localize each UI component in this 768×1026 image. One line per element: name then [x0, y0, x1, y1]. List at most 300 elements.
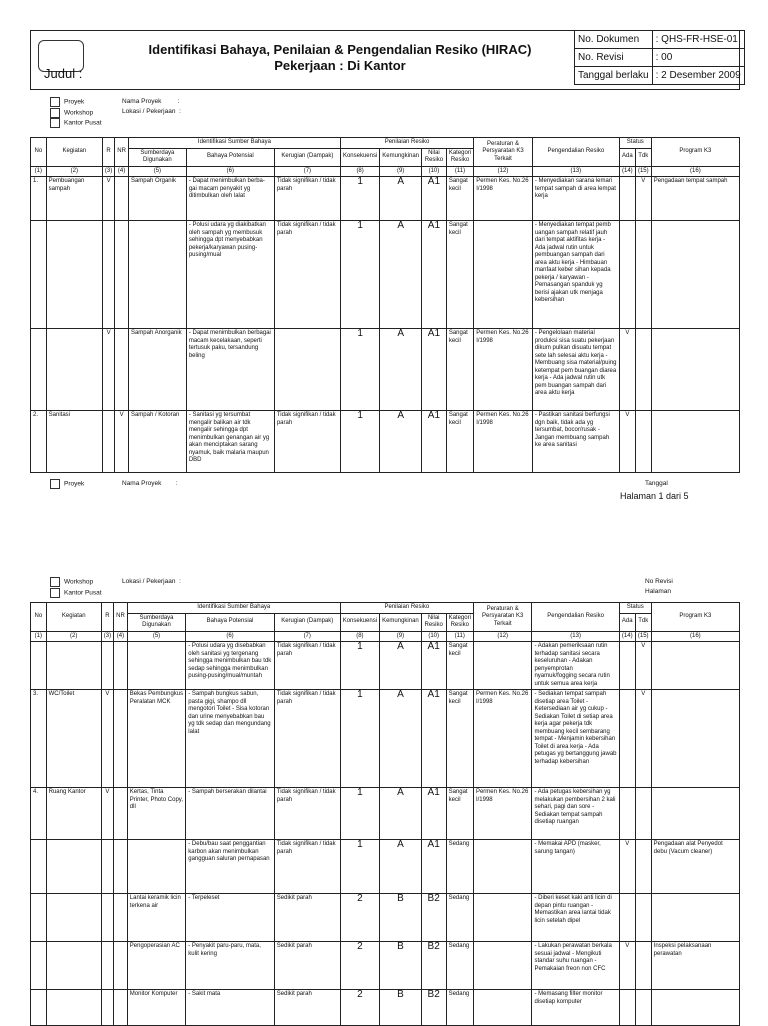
col-number: (12): [474, 166, 533, 177]
cell-konsekuensi: 1: [340, 642, 379, 690]
cell-sumberdaya: Sampah Anorganik: [128, 329, 186, 411]
cell-tdk: [635, 990, 651, 1026]
cell-kategori: Sangat kecil: [446, 221, 473, 329]
cell-kerugian: Tidak signifikan / tidak parah: [274, 642, 340, 690]
cell-nr: [114, 690, 128, 788]
cell-bahaya: - Sakit mata: [186, 990, 275, 1026]
cell-tdk: V: [635, 690, 651, 788]
cell-kegiatan: [46, 942, 101, 990]
cell-kategori: Sedang: [446, 894, 473, 942]
option-workshop[interactable]: [50, 577, 102, 588]
col-number: (1): [31, 166, 47, 177]
hirac-table-page-2: [30, 602, 740, 1026]
option-kantor[interactable]: [50, 118, 102, 129]
cell-kategori: Sangat kecil: [446, 411, 473, 473]
table-row: [31, 788, 740, 840]
col-number: (8): [340, 631, 379, 642]
cell-r: [101, 840, 113, 894]
document-meta: [574, 30, 745, 85]
cell-nilai: A1: [421, 788, 446, 840]
cell-sumberdaya: Kertas, Tinta Printer, Photo Copy, dll: [127, 788, 185, 840]
cell-nr: [114, 840, 128, 894]
cell-nr: [114, 788, 128, 840]
option-label: Kantor Pusat: [64, 589, 102, 597]
cell-bahaya: - Polusi udara yg disebabkan oleh sanitasi yg tergenang sehingga menimbulkan bau tdk sedap sehingga menimbulkan pusing-pusing/mual/muntah: [186, 642, 275, 690]
col-number: (2): [46, 631, 101, 642]
col-program: Program K3: [651, 138, 739, 167]
col-number: (13): [532, 166, 619, 177]
checkbox-workshop[interactable]: [50, 108, 60, 118]
cell-no: [31, 840, 47, 894]
cell-sumberdaya: [127, 642, 185, 690]
cell-program: Inspeksi pelaksanaan perawatan: [651, 942, 739, 990]
location-options-page-2: [50, 577, 102, 598]
option-kantor[interactable]: [50, 588, 102, 599]
cell-sumberdaya: Sampah / Kotoran: [128, 411, 186, 473]
cell-pengendalian: - Menyediakan sarana lemari tempat sampah di area lempat kerja: [532, 177, 619, 221]
cell-tdk: V: [635, 642, 651, 690]
cell-sumberdaya: Lantai keramik licin terkena air: [127, 894, 185, 942]
lokasi-field-page-2: [122, 577, 181, 587]
cell-tdk: [635, 942, 651, 990]
cell-bahaya: - Dapat menimbulkan berba-gai macam penyakit yg ditimbulkan oleh lalat: [186, 177, 274, 221]
group-sumber-bahaya: Identifikasi Sumber Bahaya: [127, 603, 340, 614]
cell-program: [651, 642, 739, 690]
col-no: No: [31, 138, 47, 167]
col-number: (7): [274, 631, 340, 642]
col-number: (15): [635, 631, 651, 642]
cell-ada: [619, 177, 635, 221]
halaman-label: Halaman: [645, 588, 672, 595]
cell-program: [651, 894, 739, 942]
cell-ada: V: [619, 840, 635, 894]
col-number: (5): [128, 166, 186, 177]
col-kegiatan: Kegiatan: [46, 603, 101, 632]
cell-konsekuensi: 2: [340, 894, 379, 942]
cell-peraturan: Permen Kes. No.26 I/1998: [473, 690, 532, 788]
col-sumberdaya: Sumberdaya Digunakan: [128, 148, 186, 166]
cell-bahaya: - Polusi udara yg diakibatkan oleh sampah yg membusuk sehingga dpt menyebabkan pekerja/karyawan pusing-pusing/mual: [186, 221, 274, 329]
cell-kategori: Sangat kecil: [446, 329, 473, 411]
cell-kemungkinan: A: [380, 690, 422, 788]
cell-r: V: [102, 177, 114, 221]
table-row: [31, 642, 740, 690]
cell-no: 4.: [31, 788, 47, 840]
col-number: (16): [651, 166, 739, 177]
cell-kerugian: Tidak signifikan / tidak parah: [274, 177, 340, 221]
table-row: [31, 329, 740, 411]
cell-sumberdaya: [128, 221, 186, 329]
cell-kategori: Sangat kecil: [446, 177, 473, 221]
meta-label: Tanggal berlaku: [575, 67, 653, 85]
cell-kategori: Sedang: [446, 942, 473, 990]
cell-program: Pengadaan alat Penyedot debu (Vacum cleaner): [651, 840, 739, 894]
col-number: (9): [380, 166, 422, 177]
cell-kegiatan: [46, 990, 101, 1026]
cell-kegiatan: Ruang Kantor: [46, 788, 101, 840]
cell-nr: [115, 177, 129, 221]
nama-proyek-label: Nama Proyek: [122, 480, 162, 487]
cell-program: [651, 690, 739, 788]
col-nr: NR: [115, 138, 129, 167]
cell-nr: [114, 894, 128, 942]
cell-pengendalian: - Lakukan perawatan berkala sesuai jadwal - Mengikuti standar suhu ruangan - Pemakaian freon non CFC: [532, 942, 619, 990]
cell-r: [102, 411, 114, 473]
cell-r: V: [101, 788, 113, 840]
cell-no: [31, 990, 47, 1026]
col-number: (9): [380, 631, 422, 642]
title-line-1: Identifikasi Bahaya, Penilaian & Pengendalian Resiko (HIRAC): [148, 42, 532, 57]
col-ada: Ada: [619, 148, 635, 166]
col-number: (12): [473, 631, 532, 642]
col-number: (4): [115, 166, 129, 177]
footer-options: [50, 479, 84, 490]
col-no: No: [31, 603, 47, 632]
cell-tdk: [635, 894, 651, 942]
cell-kerugian: Tidak signifikan / tidak parah: [274, 840, 340, 894]
footer-tanggal: Tanggal: [645, 480, 668, 487]
meta-value: : 00: [652, 49, 744, 67]
col-kemungkinan: Kemungkinan: [380, 613, 422, 631]
col-peraturan: Peraturan & Persyaratan K3 Terkait: [473, 603, 532, 632]
page-number: Halaman 1 dari 5: [620, 491, 689, 501]
cell-no: [31, 942, 47, 990]
cell-kegiatan: [46, 329, 102, 411]
cell-nr: [114, 642, 128, 690]
cell-tdk: [635, 788, 651, 840]
cell-kemungkinan: A: [380, 411, 422, 473]
checkbox-workshop[interactable]: [50, 577, 60, 587]
cell-no: 1.: [31, 177, 47, 221]
table-row: [31, 177, 740, 221]
col-number: (3): [101, 631, 113, 642]
group-status: Status: [619, 603, 651, 614]
cell-konsekuensi: 1: [340, 329, 379, 411]
cell-ada: [619, 990, 635, 1026]
col-konsekuensi: Konsekuensi: [340, 148, 379, 166]
col-ada: Ada: [619, 613, 635, 631]
cell-kegiatan: Pembuangan sampah: [46, 177, 102, 221]
col-pengendalian: Pengendalian Resiko: [532, 138, 619, 167]
nama-proyek-label: Nama Proyek: [122, 98, 162, 105]
cell-peraturan: [473, 894, 532, 942]
cell-no: [31, 642, 47, 690]
meta-label: No. Revisi: [575, 49, 653, 67]
cell-tdk: [635, 221, 651, 329]
col-pengendalian: Pengendalian Resiko: [532, 603, 619, 632]
cell-r: [102, 221, 114, 329]
colon: :: [179, 108, 181, 115]
cell-sumberdaya: Bekas Pembungkus Peralatan MCK: [127, 690, 185, 788]
cell-pengendalian: - Menyediakan tempat pemb uangan sampah relatif jauh dari tempat aktifitas kerja - Ada jadwal rutin untuk pembuangan sampah dari area aktu kerja - Himbauan manfaat keber sihan kepada pekerja / karyawan - Pemasangan spanduk yg berisi ajakan utk menjaga kebersihan: [532, 221, 619, 329]
cell-peraturan: [473, 990, 532, 1026]
hirac-table-page-1: [30, 137, 740, 473]
cell-kategori: Sedang: [446, 990, 473, 1026]
cell-kemungkinan: A: [380, 840, 422, 894]
col-number: (13): [532, 631, 619, 642]
no-revisi-label: No Revisi: [645, 578, 673, 585]
col-number: (15): [635, 166, 651, 177]
cell-kemungkinan: A: [380, 177, 422, 221]
col-number: (3): [102, 166, 114, 177]
group-penilaian-resiko: Penilaian Resiko: [340, 138, 473, 149]
group-penilaian-resiko: Penilaian Resiko: [340, 603, 473, 614]
col-program: Program K3: [651, 603, 739, 632]
cell-peraturan: [473, 942, 532, 990]
cell-kegiatan: [46, 894, 101, 942]
cell-kegiatan: [46, 642, 101, 690]
cell-peraturan: Permen Kes. No.26 I/1998: [474, 177, 533, 221]
cell-nr: [114, 942, 128, 990]
cell-r: V: [102, 329, 114, 411]
cell-kerugian: Sedikit parah: [274, 990, 340, 1026]
option-label: Proyek: [64, 98, 85, 106]
table-row: [31, 942, 740, 990]
cell-pengendalian: - Ada petugas kebersihan yg melakukan pembersihan 2 kali sehari, pagi dan sore - Sediakan tempat sampah disetiap ruangan: [532, 788, 619, 840]
col-kemungkinan: Kemungkinan: [380, 148, 422, 166]
cell-no: 3.: [31, 690, 47, 788]
cell-nilai: B2: [421, 894, 446, 942]
cell-kemungkinan: A: [380, 221, 422, 329]
cell-r: [101, 942, 113, 990]
cell-ada: V: [619, 411, 635, 473]
cell-r: [101, 990, 113, 1026]
cell-peraturan: Permen Kes. No.26 I/1998: [473, 788, 532, 840]
cell-pengendalian: - Pastikan sanitasi berfungsi dgn baik, tidak ada yg tersumbat, bocor/rusak - Jangan membuang sampah ke area sanitasi: [532, 411, 619, 473]
cell-konsekuensi: 1: [340, 690, 379, 788]
cell-kerugian: Tidak signifikan / tidak parah: [274, 690, 340, 788]
cell-sumberdaya: [127, 840, 185, 894]
location-options: [50, 97, 102, 129]
option-label: Kantor Pusat: [64, 120, 102, 128]
col-peraturan: Peraturan & Persyaratan K3 Terkait: [474, 138, 533, 167]
cell-ada: V: [619, 942, 635, 990]
cell-program: [651, 221, 739, 329]
cell-nr: [115, 221, 129, 329]
cell-kegiatan: WC/Toilet: [46, 690, 101, 788]
group-sumber-bahaya: Identifikasi Sumber Bahaya: [128, 138, 340, 149]
cell-peraturan: Permen Kes. No.26 I/1998: [474, 329, 533, 411]
col-number: (10): [421, 631, 446, 642]
cell-pengendalian: - Adakan pemeriksaan rutin terhadap sanitasi secara keseluruhan - Adakan penyemprotan nyamuk/fogging secara rutin untuk semua area kerja: [532, 642, 619, 690]
cell-program: [651, 411, 739, 473]
cell-bahaya: - Penyakit paru-paru, mata, kulit kering: [186, 942, 275, 990]
cell-pengendalian: - Sediakan tempat sampah disetiap area Toilet - Ketersediaan air yg cukup - Sediakan Toilet di setiap area kerja agar pekerja tdk membuang kecil sembarang tempat - Menjamin kebersihan Toilet di area kerja - Ada petugas yg bertanggung jawab terhadap kebersihan: [532, 690, 619, 788]
cell-nilai: A1: [421, 642, 446, 690]
col-number: (14): [619, 166, 635, 177]
cell-tdk: V: [635, 177, 651, 221]
meta-value: : 2 Desember 2009: [652, 67, 744, 85]
title-line-2: Pekerjaan : Di Kantor: [274, 58, 406, 73]
cell-kemungkinan: B: [380, 942, 422, 990]
cell-nilai: A1: [422, 221, 447, 329]
cell-program: [651, 990, 739, 1026]
option-label: Proyek: [64, 480, 85, 488]
lokasi-label: Lokasi / Pekerjaan: [122, 108, 176, 115]
cell-nr: V: [115, 411, 129, 473]
col-number: (1): [31, 631, 47, 642]
col-nr: NR: [114, 603, 128, 632]
table-row: [31, 690, 740, 788]
col-number: (7): [274, 166, 340, 177]
col-number: (4): [114, 631, 128, 642]
cell-kerugian: Tidak signifikan / tidak parah: [274, 221, 340, 329]
cell-kategori: Sangat kecil: [446, 788, 473, 840]
cell-program: Pengadaan tempat sampah: [651, 177, 739, 221]
cell-bahaya: - Sanitasi yg tersumbat mengalir balikan air tdk mengalir sehingga dpt menimbulkan genangan air yg akan menciptakan sarang nyamuk, baik malaria maupun DBD: [186, 411, 274, 473]
footer-nama-proyek: [122, 479, 178, 489]
cell-tdk: [635, 840, 651, 894]
cell-konsekuensi: 1: [340, 840, 379, 894]
checkbox-proyek[interactable]: [50, 97, 60, 107]
col-number: (8): [340, 166, 379, 177]
cell-kemungkinan: A: [380, 788, 422, 840]
cell-bahaya: - Terpeleset: [186, 894, 275, 942]
cell-kategori: Sangat kecil: [446, 642, 473, 690]
table-row: [31, 990, 740, 1026]
project-fields: [122, 97, 181, 117]
col-tdk: Tdk: [635, 148, 651, 166]
col-number: (6): [186, 631, 275, 642]
cell-sumberdaya: Pengoperasian AC: [127, 942, 185, 990]
cell-peraturan: [474, 221, 533, 329]
option-label: Workshop: [64, 578, 94, 586]
checkbox-kantor[interactable]: [50, 118, 60, 128]
meta-value: : QHS-FR-HSE-01: [652, 31, 744, 49]
cell-kemungkinan: A: [380, 642, 422, 690]
cell-konsekuensi: 2: [340, 990, 379, 1026]
col-bahaya: Bahaya Potensial: [186, 148, 274, 166]
option-workshop[interactable]: [50, 108, 102, 119]
lokasi-label: Lokasi / Pekerjaan: [122, 578, 176, 585]
cell-no: 2.: [31, 411, 47, 473]
cell-nilai: B2: [421, 990, 446, 1026]
cell-no: [31, 329, 47, 411]
col-number: (14): [619, 631, 635, 642]
cell-bahaya: - Debu/bau saat penggantian karbon akan menimbulkan gangguan saluran pernapasan: [186, 840, 275, 894]
col-r: R: [102, 138, 114, 167]
cell-kegiatan: [46, 840, 101, 894]
revision-fields: [645, 577, 673, 597]
option-proyek[interactable]: [50, 97, 102, 108]
option-label: Workshop: [64, 109, 94, 117]
cell-sumberdaya: Sampah Organik: [128, 177, 186, 221]
cell-peraturan: Permen Kes. No.26 I/1998: [474, 411, 533, 473]
col-number: (5): [127, 631, 185, 642]
cell-bahaya: - Dapat menimbulkan berbagai macam kecelakaan, seperti tertusuk paku, tersandung beling: [186, 329, 274, 411]
cell-kerugian: Sedikit parah: [274, 894, 340, 942]
checkbox-kantor[interactable]: [50, 588, 60, 598]
cell-kerugian: [274, 329, 340, 411]
col-kerugian: Kerugian (Dampak): [274, 613, 340, 631]
cell-konsekuensi: 1: [340, 177, 379, 221]
cell-kegiatan: [46, 221, 102, 329]
col-konsekuensi: Konsekuensi: [340, 613, 379, 631]
cell-nilai: B2: [421, 942, 446, 990]
cell-nilai: A1: [422, 329, 447, 411]
cell-pengendalian: - Diberi keset kaki anti licin di depan pintu ruangan - Memastikan area lantai tidak licin setelah dipel: [532, 894, 619, 942]
colon: :: [175, 480, 178, 487]
col-number: (16): [651, 631, 739, 642]
col-nilai: Nilai Resiko: [422, 148, 447, 166]
group-status: Status: [619, 138, 651, 149]
cell-tdk: [635, 329, 651, 411]
cell-kemungkinan: B: [380, 894, 422, 942]
cell-kerugian: Tidak signifikan / tidak parah: [274, 788, 340, 840]
col-number: (6): [186, 166, 274, 177]
col-kategori: Kategori Resiko: [446, 148, 473, 166]
cell-konsekuensi: 1: [340, 221, 379, 329]
cell-ada: [619, 788, 635, 840]
cell-nilai: A1: [422, 411, 447, 473]
cell-kemungkinan: A: [380, 329, 422, 411]
cell-kategori: Sedang: [446, 840, 473, 894]
col-r: R: [101, 603, 113, 632]
cell-pengendalian: - Memakai APD (masker, sarung tangan): [532, 840, 619, 894]
cell-pengendalian: - Memasang filter monitor disetiap komputer: [532, 990, 619, 1026]
meta-label: No. Dokumen: [575, 31, 653, 49]
cell-r: V: [101, 690, 113, 788]
cell-kemungkinan: B: [380, 990, 422, 1026]
colon: :: [179, 578, 181, 585]
cell-nilai: A1: [421, 690, 446, 788]
col-number: (11): [446, 631, 473, 642]
cell-nilai: A1: [422, 177, 447, 221]
col-kerugian: Kerugian (Dampak): [274, 148, 340, 166]
cell-no: [31, 221, 47, 329]
cell-pengendalian: - Pengelolaan material produksi sisa suatu pekerjaan dikum pulkan disuatu tempat sete lah selesai aktu kerja - Membuang sisa material/puing ketempat pem buangan diarea kerja - Ada jadwal rutin utk pem buangan sampah dari area aktu kerja: [532, 329, 619, 411]
table-row: [31, 221, 740, 329]
col-number: (11): [446, 166, 473, 177]
cell-ada: V: [619, 329, 635, 411]
cell-tdk: [635, 411, 651, 473]
judul-label: Judul :: [44, 66, 83, 81]
cell-kegiatan: Sanitasi: [46, 411, 102, 473]
cell-nr: [114, 990, 128, 1026]
cell-kerugian: Tidak signifikan / tidak parah: [274, 411, 340, 473]
table-row: [31, 894, 740, 942]
cell-konsekuensi: 1: [340, 411, 379, 473]
col-kegiatan: Kegiatan: [46, 138, 102, 167]
cell-r: [101, 642, 113, 690]
document-title: [130, 42, 550, 74]
col-nilai: Nilai Resiko: [421, 613, 446, 631]
cell-peraturan: [473, 840, 532, 894]
table-row: [31, 840, 740, 894]
cell-bahaya: - Sampah berserakan dilantai: [186, 788, 275, 840]
cell-r: [101, 894, 113, 942]
cell-ada: [619, 690, 635, 788]
cell-konsekuensi: 1: [340, 788, 379, 840]
cell-kerugian: Sedikit parah: [274, 942, 340, 990]
cell-nr: [115, 329, 129, 411]
col-tdk: Tdk: [635, 613, 651, 631]
cell-ada: [619, 642, 635, 690]
col-number: (2): [46, 166, 102, 177]
cell-kategori: Sangat kecil: [446, 690, 473, 788]
col-sumberdaya: Sumberdaya Digunakan: [127, 613, 185, 631]
checkbox-proyek[interactable]: [50, 479, 60, 489]
cell-sumberdaya: Monitor Komputer: [127, 990, 185, 1026]
col-number: (10): [422, 166, 447, 177]
cell-ada: [619, 894, 635, 942]
cell-peraturan: [473, 642, 532, 690]
cell-no: [31, 894, 47, 942]
col-kategori: Kategori Resiko: [446, 613, 473, 631]
cell-program: [651, 788, 739, 840]
table-row: [31, 411, 740, 473]
colon: :: [177, 98, 180, 105]
